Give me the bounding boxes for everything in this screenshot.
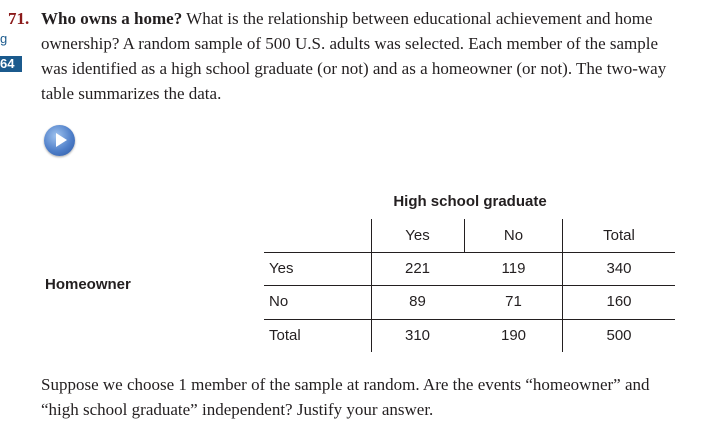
table-cell: 71 (505, 293, 522, 310)
col-label-total: Total (603, 227, 635, 244)
table-cell: 160 (606, 293, 632, 310)
table-rule-header (264, 252, 675, 253)
row-label-total: Total (269, 327, 301, 344)
margin-page-tab: 64 (0, 56, 22, 72)
table-cell: 119 (501, 260, 526, 277)
col-label-yes: Yes (405, 227, 430, 244)
play-video-button[interactable] (44, 125, 75, 156)
table-divider (464, 219, 465, 252)
margin-tab-label: g (0, 31, 8, 46)
table-rule-row (264, 285, 675, 286)
table-rule-total (264, 319, 675, 320)
question-text: Suppose we choose 1 member of the sample at random. Are the events “homeowner” and “high school graduate” independent? Justify your answer. (41, 375, 650, 419)
problem-number: 71. (8, 9, 30, 28)
play-icon (56, 133, 67, 147)
table-divider (562, 219, 563, 352)
row-variable-header: Homeowner (45, 276, 131, 293)
table-cell: 340 (606, 260, 632, 277)
table-cell: 310 (404, 327, 431, 344)
table-divider (371, 219, 372, 352)
table-cell: 221 (404, 260, 431, 277)
problem-text (8, 6, 681, 106)
table-cell: 500 (606, 327, 632, 344)
table-cell: 89 (409, 293, 426, 310)
problem-lead: Who owns a home? (41, 9, 183, 28)
table-cell: 190 (500, 327, 527, 344)
row-label-yes: Yes (269, 260, 294, 277)
row-label-no: No (269, 293, 289, 310)
column-variable-header: High school graduate (393, 193, 547, 210)
problem-body: What is the relationship between educational achievement and home ownership? A random sample of 500 U.S. adults was selected. Each member of the sample was identified as a high school graduate (or not) and as a homeowner (or not). The two-way table summarizes the data. (41, 9, 667, 103)
col-label-no: No (503, 227, 524, 244)
